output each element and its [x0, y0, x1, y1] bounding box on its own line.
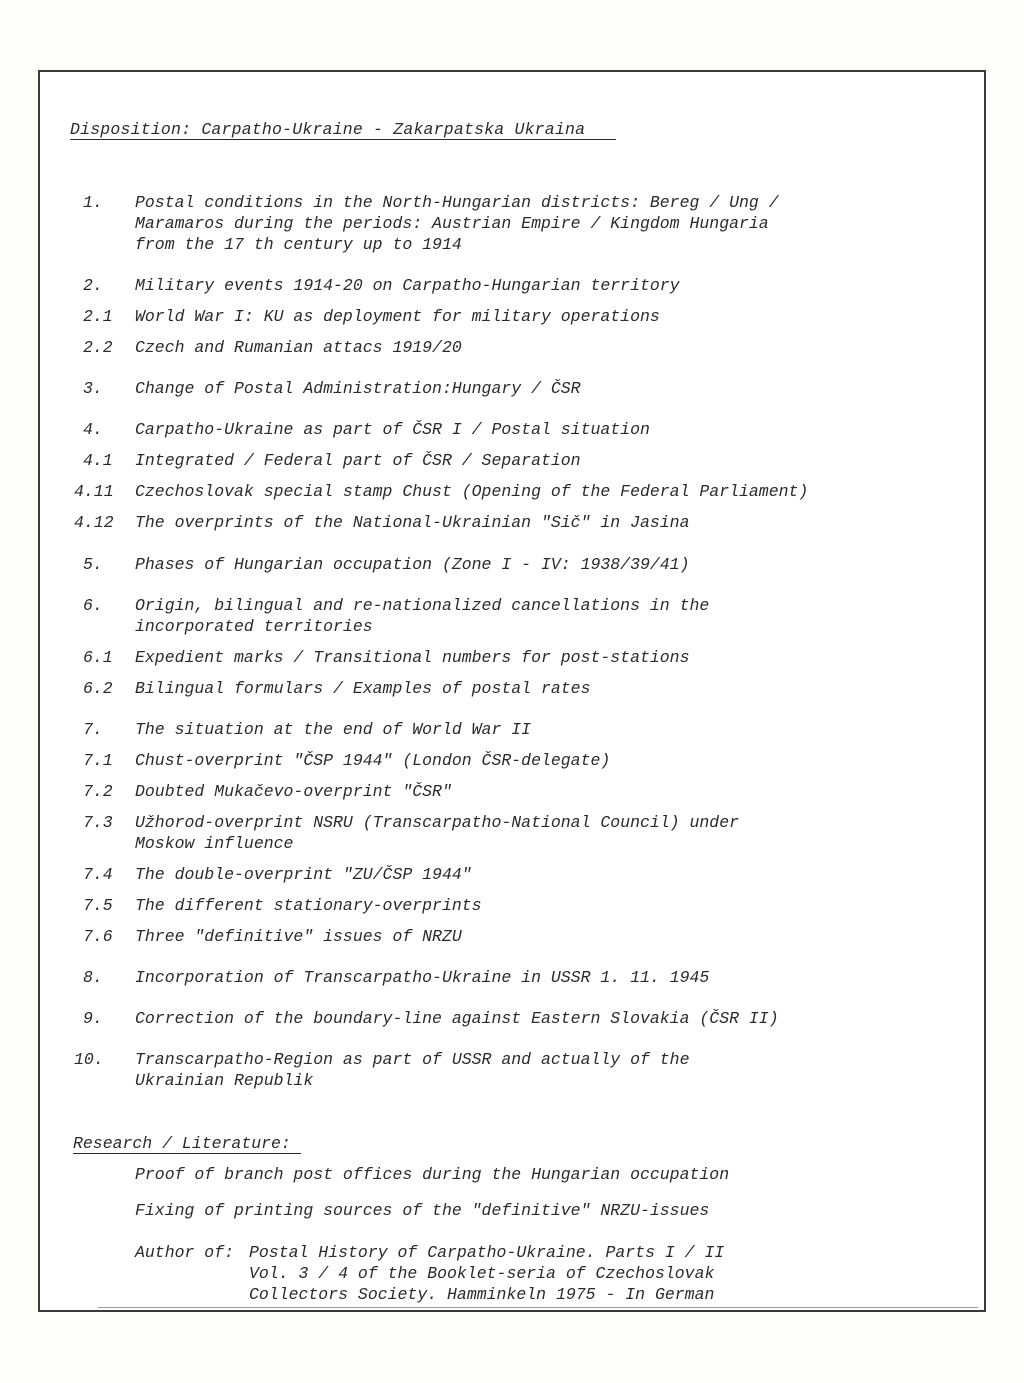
author-line: Collectors Society. Hamminkeln 1975 - In German	[249, 1285, 715, 1304]
item-number: 4.12	[74, 513, 114, 532]
item-text	[135, 719, 531, 740]
item-text	[135, 926, 462, 947]
item-text	[135, 812, 739, 854]
item-number: 7.4	[83, 865, 113, 884]
item-line: World War I: KU as deployment for military operations	[135, 307, 660, 326]
item-number: 5.	[83, 555, 103, 574]
research-underline	[73, 1153, 301, 1154]
item-number: 7.3	[83, 813, 113, 832]
item-line: Moskow influence	[135, 834, 294, 853]
item-text	[135, 337, 462, 358]
item-number: 7.2	[83, 782, 113, 801]
item-line: Three "definitive" issues of NRZU	[135, 927, 462, 946]
item-number: 2.1	[83, 307, 113, 326]
item-text	[135, 864, 472, 885]
item-line: The double-overprint "ZU/ČSP 1944"	[135, 865, 472, 884]
item-line: Expedient marks / Transitional numbers for post-stations	[135, 648, 690, 667]
item-number: 1.	[83, 193, 103, 212]
item-line: Maramaros during the periods: Austrian Empire / Kingdom Hungaria	[135, 214, 769, 233]
author-label: Author of:	[135, 1243, 235, 1262]
item-number: 7.5	[83, 896, 113, 915]
item-number: 8.	[83, 968, 103, 987]
item-line: Incorporation of Transcarpatho-Ukraine in USSR 1. 11. 1945	[135, 968, 710, 987]
item-text	[135, 192, 779, 255]
item-text	[135, 554, 690, 575]
item-text	[135, 378, 581, 399]
item-text	[135, 967, 709, 988]
item-text	[135, 419, 650, 440]
item-line: Chust-overprint "ČSP 1944" (London ČSR-delegate)	[135, 751, 611, 770]
item-line: Correction of the boundary-line against Eastern Slovakia (ČSR II)	[135, 1009, 779, 1028]
item-text	[135, 512, 690, 533]
item-number: 10.	[74, 1050, 104, 1069]
heading-text: Disposition: Carpatho-Ukraine - Zakarpatska Ukraina	[70, 120, 586, 139]
item-line: Phases of Hungarian occupation (Zone I - IV: 1938/39/41)	[135, 555, 690, 574]
item-number: 7.	[83, 720, 103, 739]
item-line: Postal conditions in the North-Hungarian districts: Bereg / Ung /	[135, 193, 779, 212]
item-number: 6.2	[83, 679, 113, 698]
item-text	[135, 750, 610, 771]
research-line: Proof of branch post offices during the Hungarian occupation	[135, 1165, 730, 1184]
item-number: 6.1	[83, 648, 113, 667]
item-number: 4.	[83, 420, 103, 439]
author-line: Vol. 3 / 4 of the Booklet-seria of Czechoslovak	[249, 1264, 715, 1283]
item-number: 6.	[83, 596, 103, 615]
item-line: Czechoslovak special stamp Chust (Opening of the Federal Parliament)	[135, 482, 809, 501]
item-line: Ukrainian Republik	[135, 1071, 314, 1090]
item-text	[135, 1049, 690, 1091]
item-text	[135, 450, 581, 471]
research-line: Fixing of printing sources of the "definitive" NRZU-issues	[135, 1201, 710, 1220]
item-line: The different stationary-overprints	[135, 896, 482, 915]
item-text	[135, 481, 808, 502]
item-number: 7.1	[83, 751, 113, 770]
item-text	[135, 275, 680, 296]
item-line: The situation at the end of World War II	[135, 720, 532, 739]
item-line: Doubted Mukačevo-overprint "ČSR"	[135, 782, 452, 801]
item-line: Change of Postal Administration:Hungary / ČSR	[135, 379, 581, 398]
item-text	[135, 1008, 779, 1029]
item-line: Užhorod-overprint NSRU (Transcarpatho-National Council) under	[135, 813, 739, 832]
item-number: 7.6	[83, 927, 113, 946]
heading-underline	[70, 139, 616, 140]
item-number: 9.	[83, 1009, 103, 1028]
item-text	[135, 595, 709, 637]
item-line: from the 17 th century up to 1914	[135, 235, 462, 254]
research-title-text: Research / Literature:	[73, 1134, 291, 1153]
item-line: Military events 1914-20 on Carpatho-Hungarian territory	[135, 276, 680, 295]
item-text	[135, 647, 690, 668]
item-number: 2.2	[83, 338, 113, 357]
item-number: 4.11	[74, 482, 114, 501]
item-line: incorporated territories	[135, 617, 373, 636]
item-text	[135, 781, 452, 802]
author-line: Postal History of Carpatho-Ukraine. Parts I / II	[249, 1243, 725, 1262]
item-line: The overprints of the National-Ukrainian "Sič" in Jasina	[135, 513, 690, 532]
document-heading	[70, 119, 585, 140]
research-heading	[73, 1133, 291, 1154]
item-line: Bilingual formulars / Examples of postal rates	[135, 679, 591, 698]
item-line: Integrated / Federal part of ČSR / Separation	[135, 451, 581, 470]
item-text	[135, 678, 590, 699]
item-text	[135, 895, 482, 916]
item-text	[135, 306, 660, 327]
item-line: Czech and Rumanian attacs 1919/20	[135, 338, 462, 357]
item-line: Origin, bilingual and re-nationalized cancellations in the	[135, 596, 710, 615]
document-frame	[38, 70, 986, 1312]
item-line: Transcarpatho-Region as part of USSR and actually of the	[135, 1050, 690, 1069]
item-number: 2.	[83, 276, 103, 295]
item-number: 4.1	[83, 451, 113, 470]
item-line: Carpatho-Ukraine as part of ČSR I / Postal situation	[135, 420, 650, 439]
item-number: 3.	[83, 379, 103, 398]
bottom-rule	[98, 1307, 978, 1308]
